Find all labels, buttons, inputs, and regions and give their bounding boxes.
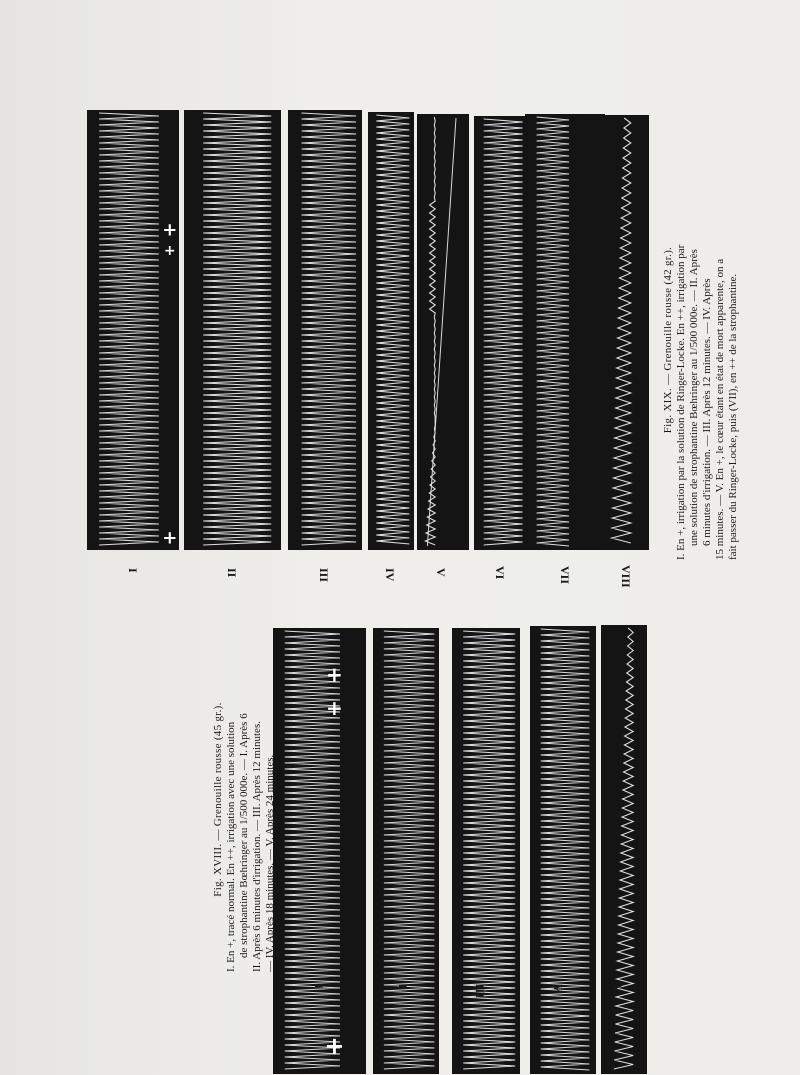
tracing-svg [474,116,528,550]
caption-xviii-line-3: II. Après 6 minutes d'irrigation. — III. Après 12 minutes. [251,721,263,972]
tracing-panel-xix-1 [87,110,179,550]
caption-xix-title: Fig. XIX. — Grenouille rousse (42 gr.). [662,246,674,434]
panel-label-xviii-1: I [312,984,326,989]
heartbeat-trace [384,631,435,1069]
panel-label-xix-3: III [317,568,331,583]
caption-xix-line-3: 6 minutes d'irrigation. — III. Après 12 minutes. — IV. Après [701,278,713,546]
heartbeat-trace [203,113,271,545]
panel-label-xviii-2: I [396,984,410,989]
caption-xviii-title: Fig. XVIII. — Grenouille rousse (45 gr.). [212,702,224,897]
caption-xviii [212,627,277,972]
heartbeat-trace [541,629,590,1070]
heartbeat-trace [99,113,159,545]
tracing-panel-xix-3 [288,110,362,550]
tracing-panel-xix-8 [601,115,649,550]
irrigation-mark: + [325,695,343,720]
tracing-svg [452,628,520,1074]
caption-xix-line-2: une solution de strophantine Bœhringer au 1/500 000e. — II. Après [688,249,700,546]
panel-label-xix-4: IV [383,568,397,582]
caption-xix-line-5: fait passer du Ringer-Locke, puis (VII), en ++ de la strophantine. [727,273,739,560]
tracing-svg [530,626,596,1074]
heartbeat-trace [484,119,523,545]
panel-label-xix-2: II [225,568,239,578]
tracing-svg [288,110,362,550]
panel-label-xviii-4: V [551,984,565,993]
panel-label-xix-5: V [434,568,448,577]
tracing-svg [525,114,605,550]
tracing-svg [87,110,179,550]
panel-label-xix-6: VI [493,566,507,580]
figure-xviii [0,600,800,1075]
heartbeat-trace [302,113,357,545]
irrigation-mark: + [163,243,176,260]
irrigation-mark: + [162,219,178,241]
tracing-svg [601,625,647,1074]
heartbeat-trace [537,117,569,546]
tracing-svg [373,628,439,1074]
tracing-svg [273,628,366,1074]
panel-label-xviii-5: V [611,984,625,993]
tracing-panel-xviii-5 [601,625,647,1074]
caption-xviii-line-4: — IV. Après 18 minutes. — V. Après 24 minutes. [264,754,276,972]
tracing-panel-xviii-3 [452,628,520,1074]
tracing-svg [184,110,281,550]
tracing-panel-xix-4 [368,112,414,550]
tracing-svg [417,114,469,550]
panel-label-xix-1: I [126,568,140,573]
heartbeat-trace [614,628,633,1069]
panel-label-xix-8: VIII [619,565,633,588]
tracing-svg [601,115,649,550]
panel-label-xix-7: VII [558,566,572,585]
heartbeat-trace [612,118,631,543]
panel-label-xviii-3: III [473,984,487,999]
tracing-panel-xviii-1 [273,628,366,1074]
caption-xix-line-1: I. En +, irrigation par la solution de Ringer-Locke. En ++, irrigation par [675,244,687,560]
irrigation-mark: + [324,1031,345,1060]
irrigation-mark: + [325,662,343,687]
heartbeat-trace [463,631,515,1069]
tracing-panel-xix-7 [525,114,605,550]
tracing-panel-xviii-2 [373,628,439,1074]
tracing-panel-xix-5 [417,114,469,550]
tracing-panel-xviii-4 [530,626,596,1074]
caption-xix [662,120,740,560]
heartbeat-trace [376,115,409,544]
caption-xviii-line-1: I. En +, tracé normal. En ++, irrigation avec une solution [225,721,237,972]
caption-xix-line-4: 15 minutes. — V. En +, le cœur étant en état de mort apparente, on a [714,258,726,560]
tracing-panel-xix-2 [184,110,281,550]
irrigation-mark: + [162,527,178,549]
baseline-trace [427,118,456,546]
tracing-panel-xix-6 [474,116,528,550]
tracing-svg [368,112,414,550]
caption-xviii-line-2: de strophantine Bœhringer au 1/500 000e. — I. Après 6 [238,713,250,958]
heartbeat-trace [425,117,435,545]
